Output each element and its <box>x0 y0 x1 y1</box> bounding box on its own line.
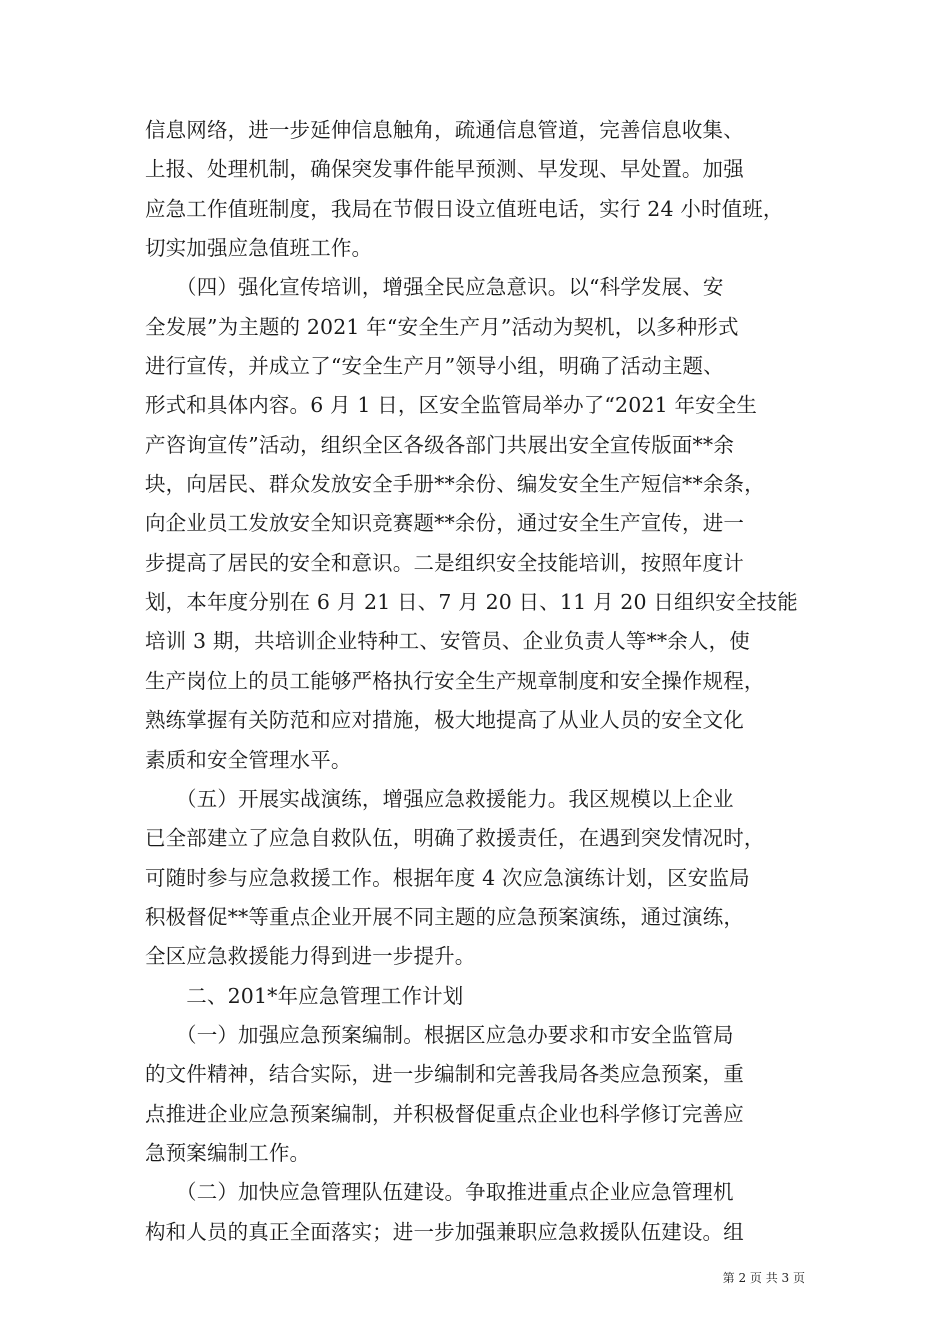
text-line: 熟练掌握有关防范和应对措施，极大地提高了从业人员的安全文化 <box>145 708 744 733</box>
text-line: 全区应急救援能力得到进一步提升。 <box>145 944 476 969</box>
document-body <box>145 111 810 1252</box>
text-line: 培训 3 期，共培训企业特种工、安管员、企业负责人等**余人，使 <box>145 629 750 654</box>
text-line: 划，本年度分别在 6 月 21 日、7 月 20 日、11 月 20 日组织安全技能 <box>145 590 798 615</box>
section-heading: 二、201*年应急管理工作计划 <box>145 983 464 1008</box>
text-line: 应急工作值班制度，我局在节假日设立值班电话，实行 24 小时值班， <box>145 196 784 221</box>
text-line: （五）开展实战演练，增强应急救援能力。我区规模以上企业 <box>145 786 734 811</box>
text-line: 上报、处理机制，确保突发事件能早预测、早发现、早处置。加强 <box>145 157 744 182</box>
text-line: （四）强化宣传培训，增强全民应急意识。以“科学发展、安 <box>145 275 724 300</box>
text-line: 信息网络，进一步延伸信息触角，疏通信息管道，完善信息收集、 <box>145 118 744 142</box>
text-line: 步提高了居民的安全和意识。二是组织安全技能培训，按照年度计 <box>145 550 744 575</box>
text-line: 进行宣传，并成立了“安全生产月”领导小组，明确了活动主题、 <box>145 354 724 379</box>
page-number: 第 2 页 共 3 页 <box>722 1271 805 1285</box>
text-line: 形式和具体内容。6 月 1 日，区安全监管局举办了“2021 年安全生 <box>145 393 758 418</box>
text-line: 已全部建立了应急自救队伍，明确了救援责任，在遇到突发情况时， <box>145 826 765 851</box>
text-line: 全发展”为主题的 2021 年“安全生产月”活动为契机，以多种形式 <box>145 314 739 339</box>
text-line: 急预案编制工作。 <box>145 1140 311 1165</box>
text-line: （二）加快应急管理队伍建设。争取推进重点企业应急管理机 <box>145 1180 734 1205</box>
text-line: 的文件精神，结合实际，进一步编制和完善我局各类应急预案，重 <box>145 1062 744 1087</box>
text-line: 可随时参与应急救援工作。根据年度 4 次应急演练计划，区安监局 <box>145 865 750 890</box>
text-line: 生产岗位上的员工能够严格执行安全生产规章制度和安全操作规程， <box>145 668 765 693</box>
text-line: （一）加强应急预案编制。根据区应急办要求和市安全监管局 <box>145 1022 734 1047</box>
text-line: 向企业员工发放安全知识竞赛题**余份，通过安全生产宣传，进一 <box>145 511 744 536</box>
text-line: 块，向居民、群众发放安全手册**余份、编发安全生产短信**余条， <box>145 472 765 497</box>
text-line: 素质和安全管理水平。 <box>145 747 352 772</box>
text-line: 积极督促**等重点企业开展不同主题的应急预案演练，通过演练， <box>145 904 744 929</box>
text-line: 产咨询宣传”活动，组织全区各级各部门共展出安全宣传版面**余 <box>145 432 734 457</box>
text-line: 构和人员的真正全面落实；进一步加强兼职应急救援队伍建设。组 <box>145 1219 744 1244</box>
text-line: 切实加强应急值班工作。 <box>145 236 373 261</box>
text-line: 点推进企业应急预案编制，并积极督促重点企业也科学修订完善应 <box>145 1101 744 1126</box>
